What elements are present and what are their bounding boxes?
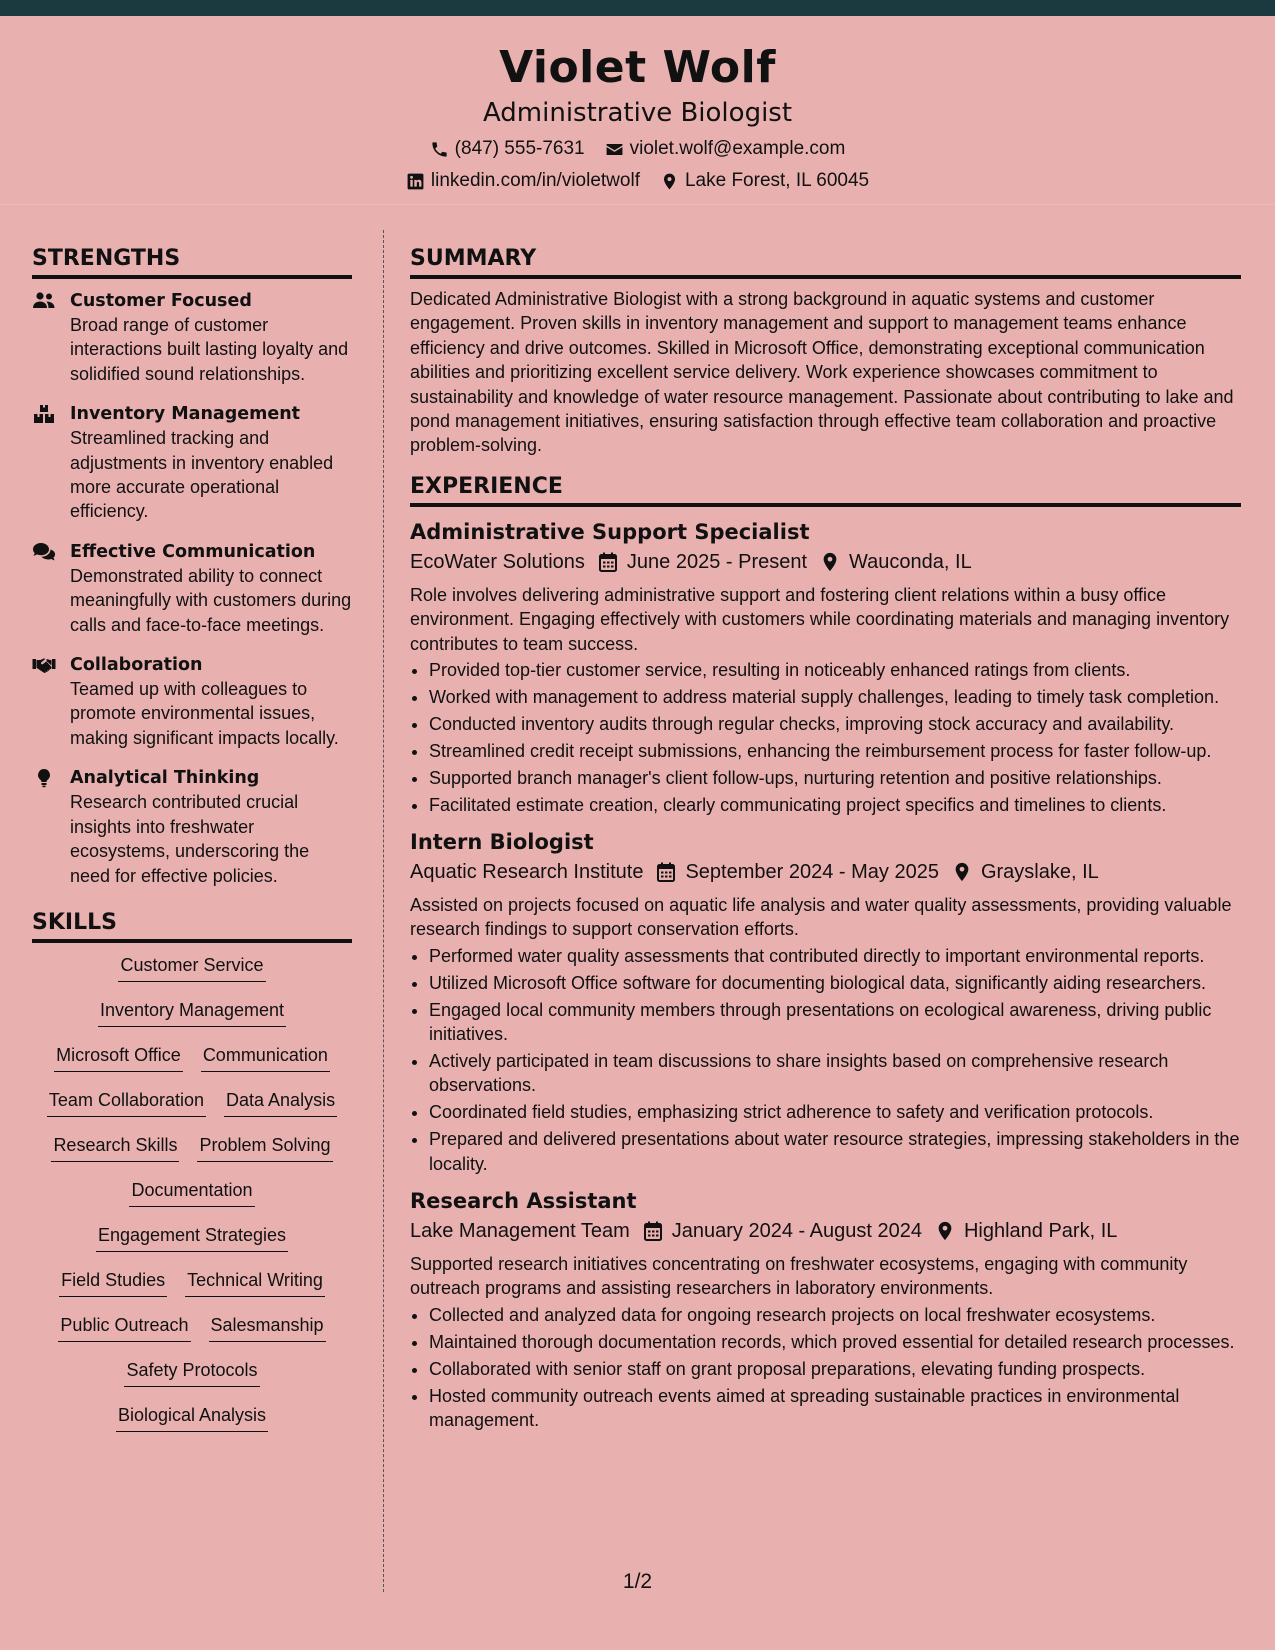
- linkedin-contact[interactable]: [406, 168, 640, 194]
- job-bullet: • Collected and analyzed data for ongoing research projects on local freshwater ecosystems.: [429, 1303, 1241, 1327]
- location-text: Lake Forest, IL 60045: [684, 170, 870, 191]
- map-pin-icon: [660, 172, 679, 191]
- skill-chip: Inventory Management: [98, 998, 286, 1027]
- skill-chip: Customer Service: [118, 953, 265, 982]
- strength-desc: Teamed up with colleagues to promote environmental issues, making significant impacts locally.: [70, 679, 339, 748]
- job-description: Role involves delivering administrative support and fostering client relations within a busy office environment. Engaging effectively with customers while coordinating materials and managing inventory contributes to team success.: [410, 584, 1230, 654]
- email-text: violet.wolf@example.com: [629, 138, 846, 159]
- skill-chip: Public Outreach: [58, 1313, 190, 1342]
- job-bullet: • Collaborated with senior staff on grant proposal preparations, elevating funding prospects.: [429, 1357, 1241, 1381]
- candidate-name: Violet Wolf: [499, 42, 776, 93]
- skills-row: [32, 1043, 352, 1088]
- linkedin-text: linkedin.com/in/violetwolf: [430, 170, 640, 191]
- handshake-icon: [32, 655, 56, 675]
- job-bullet: • Streamlined credit receipt submissions, enhancing the reimbursement process for faster follow-up.: [429, 739, 1241, 763]
- job-location: Highland Park, IL: [963, 1219, 1118, 1242]
- skills-row: [32, 1223, 352, 1268]
- skills-row: [32, 1358, 352, 1403]
- skills-row: [32, 1403, 352, 1448]
- summary-text: Dedicated Administrative Biologist with a strong background in aquatic systems and customer engagement. Proven skills in inventory management and support to management teams enhance efficiency and drive outcomes. Skilled in Microsoft Office, demonstrating exceptional communication abilities and prioritizing excellent service delivery. Work experience showcases commitment to sustainability and knowledge of water resource management. Passionate about contributing to lake and pond management initiatives, ensuring satisfaction through effective team collaboration and proactive problem-solving.: [410, 289, 1234, 456]
- job-bullet: • Actively participated in team discussions to share insights based on comprehensive research observations.: [429, 1049, 1241, 1098]
- skills-row: [32, 1313, 352, 1358]
- candidate-title: Administrative Biologist: [482, 98, 793, 128]
- skill-chip: Research Skills: [51, 1133, 179, 1162]
- skills-row: [32, 953, 352, 998]
- skill-chip: Documentation: [129, 1178, 254, 1207]
- job-dates: June 2025 - Present: [626, 550, 808, 573]
- contact-row-1: [0, 136, 1275, 162]
- strength-desc: Research contributed crucial insights into freshwater ecosystems, underscoring the need for effective policies.: [70, 792, 310, 886]
- job-meta: [410, 547, 1241, 577]
- job-description: Assisted on projects focused on aquatic life analysis and water quality assessments, providing valuable research findings to support conservation efforts.: [410, 895, 1232, 940]
- skills-heading: SKILLS: [32, 908, 352, 943]
- summary-heading: SUMMARY: [410, 244, 1241, 279]
- email-contact[interactable]: [605, 136, 846, 162]
- job-bullet: • Coordinated field studies, emphasizing strict adherence to safety and verification protocols.: [429, 1100, 1241, 1124]
- strength-title: Collaboration: [70, 655, 203, 676]
- left-column: [32, 244, 352, 1448]
- skill-chip: Team Collaboration: [47, 1088, 206, 1117]
- job-bullet: • Supported branch manager's client follow-ups, nurturing retention and positive relationships.: [429, 766, 1241, 790]
- column-divider: [383, 230, 384, 1592]
- map-pin-icon: [821, 552, 839, 572]
- job-bullet: • Engaged local community members through presentations on ecological awareness, driving public initiatives.: [429, 998, 1241, 1047]
- skills-row: [32, 998, 352, 1043]
- job-company: Aquatic Research Institute: [410, 861, 644, 883]
- page-indicator: 1/2: [622, 1570, 653, 1593]
- job-bullet: • Utilized Microsoft Office software for documenting biological data, significantly aiding researchers.: [429, 971, 1241, 995]
- skill-chip: Salesmanship: [209, 1313, 326, 1342]
- envelope-icon: [605, 140, 624, 159]
- strength-title: Inventory Management: [70, 404, 301, 425]
- job-company: EcoWater Solutions: [410, 550, 585, 573]
- strength-desc: Streamlined tracking and adjustments in inventory enabled more accurate operational efficiency.: [70, 428, 334, 522]
- job-bullet: • Performed water quality assessments that contributed directly to important environmental reports.: [429, 944, 1241, 968]
- job-meta: [410, 1216, 1241, 1246]
- calendar-icon: [599, 552, 617, 572]
- strength-item: [32, 402, 352, 524]
- job-bullets: [410, 658, 1241, 817]
- skill-chip: Technical Writing: [185, 1268, 325, 1297]
- strength-item: [32, 766, 352, 888]
- resume-header: [0, 16, 1275, 205]
- skill-chip: Safety Protocols: [124, 1358, 259, 1387]
- comments-icon: [32, 542, 56, 562]
- skill-chip: Microsoft Office: [54, 1043, 183, 1072]
- job-bullet: • Facilitated estimate creation, clearly communicating project specifics and timelines to clients.: [429, 793, 1241, 817]
- calendar-icon: [644, 1221, 662, 1241]
- job-dates: September 2024 - May 2025: [685, 861, 939, 883]
- skill-chip: Communication: [201, 1043, 330, 1072]
- job-dates: January 2024 - August 2024: [671, 1219, 922, 1242]
- linkedin-icon: [406, 172, 425, 191]
- experience-heading: EXPERIENCE: [410, 472, 1241, 507]
- job-description: Supported research initiatives concentrating on freshwater ecosystems, engaging with community outreach programs and assisting researchers in laboratory environments.: [410, 1253, 1188, 1299]
- strengths-heading: STRENGTHS: [32, 244, 352, 279]
- job-location: Wauconda, IL: [849, 550, 972, 573]
- job-bullet: • Worked with management to address material supply challenges, leading to timely task completion.: [429, 685, 1241, 709]
- skills-row: [32, 1133, 352, 1178]
- skill-chip: Field Studies: [59, 1268, 167, 1297]
- skill-chip: Data Analysis: [224, 1088, 337, 1117]
- users-icon: [32, 291, 56, 311]
- phone-contact[interactable]: [430, 136, 585, 162]
- skills-row: [32, 1178, 352, 1223]
- job-entry: [410, 1186, 1241, 1432]
- job-bullets: [410, 944, 1241, 1176]
- right-column: [410, 244, 1241, 1435]
- job-bullet: • Hosted community outreach events aimed at spreading sustainable practices in environmental management.: [429, 1384, 1241, 1433]
- skills-row: [32, 1088, 352, 1133]
- experience-list: [410, 517, 1241, 1432]
- skills-list: [32, 953, 352, 1448]
- job-location: Grayslake, IL: [980, 861, 1099, 883]
- phone-text: (847) 555-7631: [454, 138, 585, 159]
- job-title: Administrative Support Specialist: [410, 519, 810, 544]
- job-bullet: • Prepared and delivered presentations about water resource strategies, impressing stakeholders in the locality.: [429, 1127, 1241, 1176]
- strength-title: Effective Communication: [70, 541, 316, 562]
- boxes-icon: [32, 404, 56, 424]
- skill-chip: Biological Analysis: [116, 1403, 268, 1432]
- job-entry: [410, 517, 1241, 817]
- calendar-icon: [657, 862, 675, 882]
- phone-icon: [430, 140, 449, 159]
- strength-title: Customer Focused: [70, 291, 252, 311]
- job-bullet: • Conducted inventory audits through regular checks, improving stock accuracy and availability.: [429, 712, 1241, 736]
- job-bullets: [410, 1303, 1241, 1433]
- job-title: Intern Biologist: [410, 830, 594, 854]
- strength-item: [32, 289, 352, 386]
- job-bullet: • Maintained thorough documentation records, which proved essential for detailed research processes.: [429, 1330, 1241, 1354]
- skill-chip: Engagement Strategies: [96, 1223, 288, 1252]
- top-accent-bar: [0, 0, 1275, 16]
- lightbulb-icon: [32, 768, 56, 788]
- map-pin-icon: [936, 1221, 954, 1241]
- strength-title: Analytical Thinking: [70, 768, 260, 789]
- strength-desc: Broad range of customer interactions built lasting loyalty and solidified sound relationships.: [70, 315, 349, 384]
- strength-item: [32, 653, 352, 750]
- skill-chip: Problem Solving: [197, 1133, 332, 1162]
- job-title: Research Assistant: [410, 1188, 637, 1213]
- job-bullet: • Provided top-tier customer service, resulting in noticeably enhanced ratings from clients.: [429, 658, 1241, 682]
- job-company: Lake Management Team: [410, 1219, 630, 1242]
- skills-row: [32, 1268, 352, 1313]
- map-pin-icon: [953, 862, 971, 882]
- strength-item: [32, 540, 352, 637]
- location-contact: [660, 168, 869, 194]
- job-meta: [410, 857, 1241, 887]
- job-entry: [410, 827, 1241, 1176]
- contact-row-2: [0, 168, 1275, 194]
- strength-desc: Demonstrated ability to connect meaningfully with customers during calls and face-to-face meetings.: [70, 565, 352, 635]
